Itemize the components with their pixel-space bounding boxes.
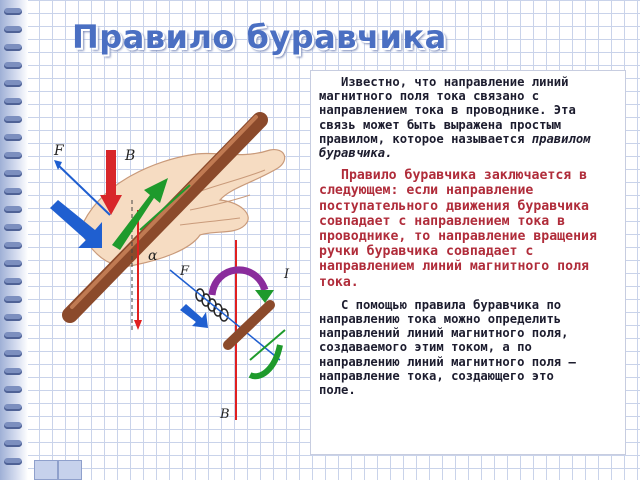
paragraph-usage: С помощью правила буравчика по направлению тока можно определить направлений линий магнитного поля, создаваемого этим током, а по направлению линий магнитного поля – направление тока, создающего это поле. [319, 297, 576, 398]
spiral-ring [4, 170, 22, 177]
induction-label-top: B [125, 148, 136, 164]
slide-navigation [34, 460, 82, 480]
triangle-left-icon[interactable] [34, 460, 58, 480]
spiral-ring [4, 296, 22, 303]
spiral-ring [4, 152, 22, 159]
spiral-ring [4, 278, 22, 285]
alpha-label: α [148, 248, 158, 264]
paragraph-intro: Известно, что направление линий магнитного поля тока связано с направлением тока в проводнике. Эта связь может быть выражена простым правилом, которое называется правилом буравчика. [319, 75, 591, 161]
paragraph-rule: Правило буравчика заключается в следующем: если направление поступательного движения буравчика совпадает с направлением тока в проводнике, то направление вращения ручки буравчика совпадает с направлением линий магнитного поля тока. [319, 168, 597, 290]
paragraph-usage-tail: поле. [319, 383, 356, 398]
spiral-ring [4, 422, 22, 429]
slide-title: Правило буравчика [72, 18, 447, 56]
term-gimlet-rule: правилом буравчика. [319, 131, 591, 161]
spiral-ring [4, 242, 22, 249]
spiral-ring [4, 8, 22, 15]
spiral-ring [4, 458, 22, 465]
triangle-right-icon[interactable] [58, 460, 82, 480]
gimlet-rule-illustration [40, 100, 310, 430]
small-force-arrow [180, 304, 208, 328]
force-label-top: F [54, 143, 64, 159]
gimlet-rod [228, 305, 270, 345]
spiral-ring [4, 386, 22, 393]
spiral-ring [4, 188, 22, 195]
spiral-ring [4, 440, 22, 447]
spiral-ring [4, 26, 22, 33]
spiral-ring [4, 224, 22, 231]
spiral-ring [4, 80, 22, 87]
spiral-ring [4, 260, 22, 267]
spiral-ring [4, 332, 22, 339]
spiral-ring [4, 134, 22, 141]
spiral-ring [4, 314, 22, 321]
current-label: I [284, 267, 290, 282]
spiral-ring [4, 368, 22, 375]
spiral-ring [4, 350, 22, 357]
explanation-panel [310, 70, 626, 455]
spiral-ring [4, 116, 22, 123]
spiral-ring [4, 98, 22, 105]
spiral-ring [4, 404, 22, 411]
induction-label-bottom: B [220, 407, 230, 422]
rotation-arc-green [250, 345, 280, 376]
force-label-mid: F [180, 264, 190, 279]
spiral-ring [4, 44, 22, 51]
spiral-ring [4, 206, 22, 213]
current-arrow-head [134, 320, 142, 330]
induction-arrow-shaft [106, 150, 116, 195]
notebook-spiral [0, 0, 28, 480]
spiral-ring [4, 62, 22, 69]
